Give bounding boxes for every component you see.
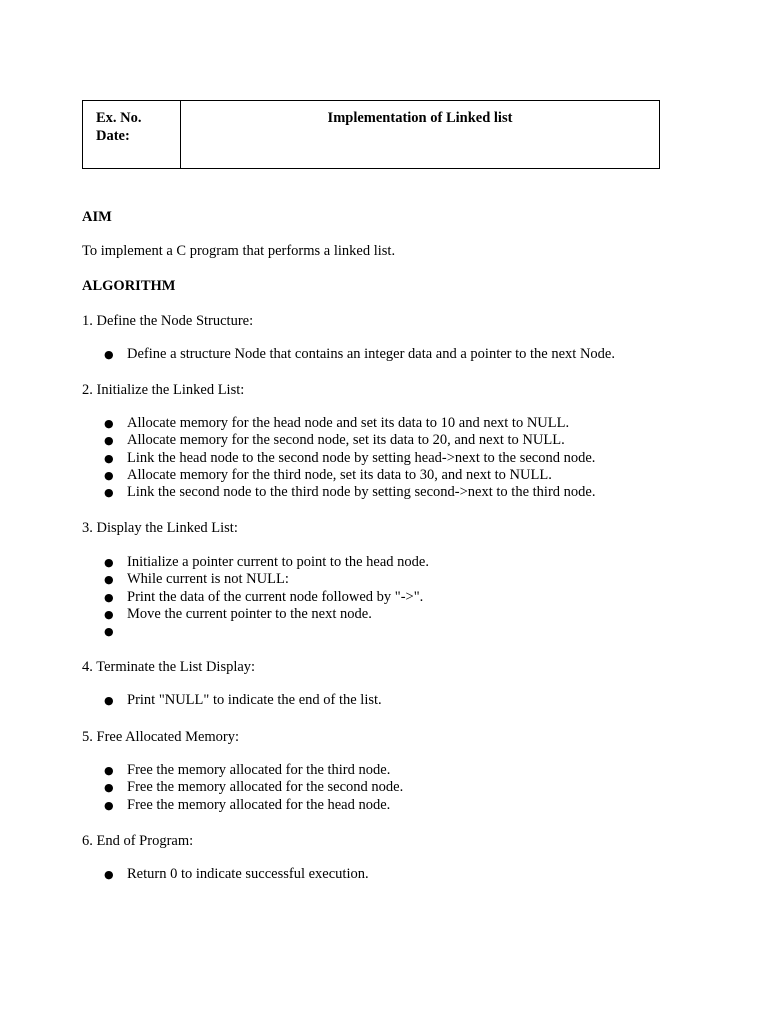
list-item: ● Allocate memory for the head node and set its data to 10 and next to NULL. [104, 415, 595, 432]
list-item: ● Free the memory allocated for the head node. [104, 797, 403, 814]
list-item: ● Return 0 to indicate successful execution. [104, 866, 369, 883]
step-3-bullets [104, 554, 429, 640]
list-item: ● Print the data of the current node followed by "->". [104, 589, 429, 606]
list-item: ● Link the second node to the third node by setting second->next to the third node. [104, 484, 595, 501]
algorithm-heading: ALGORITHM [82, 278, 176, 294]
list-item: ● Free the memory allocated for the third node. [104, 762, 403, 779]
step-2-bullets [104, 415, 595, 501]
list-item: ● Free the memory allocated for the second node. [104, 779, 403, 796]
document-title: Implementation of Linked list [327, 110, 513, 126]
header-table [82, 100, 660, 169]
date-label: Date: [96, 128, 130, 144]
step-6-bullets [104, 866, 369, 883]
step-6-title: 6. End of Program: [82, 833, 194, 849]
step-5-title: 5. Free Allocated Memory: [82, 729, 240, 745]
list-item: ● Allocate memory for the second node, set its data to 20, and next to NULL. [104, 432, 595, 449]
step-1-title: 1. Define the Node Structure: [82, 313, 254, 329]
list-item: ● Print "NULL" to indicate the end of the list. [104, 692, 382, 709]
step-4-title: 4. Terminate the List Display: [82, 659, 256, 675]
title-cell [181, 101, 660, 169]
step-2-title: 2. Initialize the Linked List: [82, 382, 245, 398]
exercise-info-cell [83, 101, 181, 169]
list-item: ● Move the current pointer to the next node. [104, 606, 429, 623]
step-1-bullets [104, 346, 615, 363]
step-3-title: 3. Display the Linked List: [82, 520, 238, 536]
list-item [104, 623, 429, 640]
list-item: ● Initialize a pointer current to point to the head node. [104, 554, 429, 571]
list-item: ● While current is not NULL: [104, 571, 429, 588]
ex-no-label: Ex. No. [96, 110, 142, 126]
step-5-bullets [104, 762, 403, 814]
step-4-bullets [104, 692, 382, 709]
aim-heading: AIM [82, 209, 112, 225]
list-item: ● Allocate memory for the third node, set its data to 30, and next to NULL. [104, 467, 595, 484]
aim-text: To implement a C program that performs a linked list. [82, 243, 396, 259]
list-item: ● Link the head node to the second node by setting head->next to the second node. [104, 450, 595, 467]
list-item: ● Define a structure Node that contains an integer data and a pointer to the next Node. [104, 346, 615, 363]
